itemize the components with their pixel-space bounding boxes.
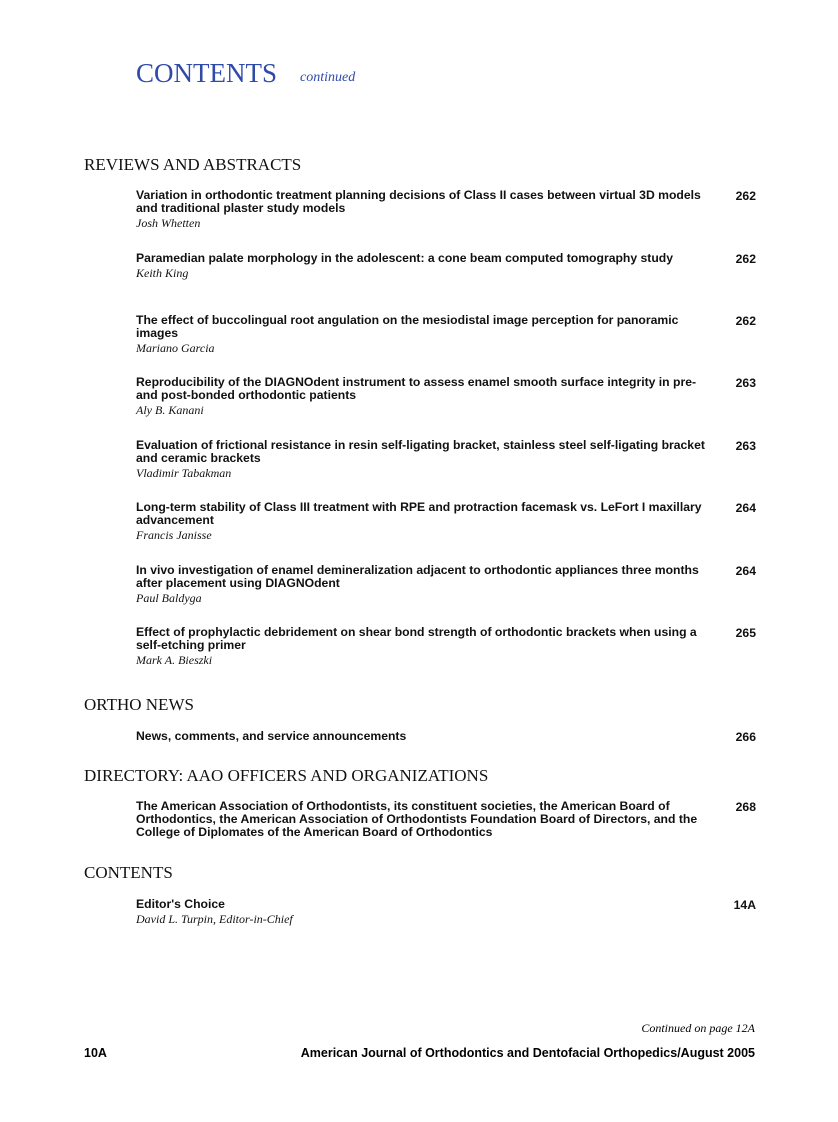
entry-page-number: 263	[735, 376, 756, 390]
entry-title: Reproducibility of the DIAGNOdent instrument to assess enamel smooth surface integrity in pre- and post-bonded orthodontic patients	[136, 375, 697, 402]
entry-page-number: 266	[735, 730, 756, 744]
section-heading: REVIEWS AND ABSTRACTS	[84, 155, 302, 174]
toc-entry[interactable]	[136, 800, 756, 839]
entry-author: Paul Baldyga	[136, 591, 202, 605]
toc-entry[interactable]	[136, 376, 756, 418]
entry-author: Mark A. Bieszki	[136, 653, 213, 667]
continued-note: Continued on page 12A	[641, 1021, 755, 1035]
entry-page-number: 263	[735, 439, 756, 453]
entry-title: Evaluation of frictional resistance in resin self-ligating bracket, stainless steel self-ligating bracket and ceramic brackets	[136, 438, 705, 465]
entry-title: Editor's Choice	[136, 897, 225, 911]
toc-entry[interactable]	[136, 730, 756, 743]
entry-author: Keith King	[136, 266, 189, 280]
section-heading: DIRECTORY: AAO OFFICERS AND ORGANIZATIONS	[84, 766, 489, 785]
toc-entry[interactable]	[136, 626, 756, 668]
entry-page-number: 265	[735, 626, 756, 640]
toc-entry[interactable]	[136, 439, 756, 481]
page-title: CONTENTS	[136, 58, 277, 88]
entry-author: Josh Whetten	[136, 216, 201, 230]
entry-page-number: 262	[735, 314, 756, 328]
entry-title: The effect of buccolingual root angulation on the mesiodistal image perception for panoramic images	[136, 313, 679, 340]
entry-title: Variation in orthodontic treatment planning decisions of Class II cases between virtual 3D models and traditional plaster study models	[136, 188, 701, 215]
entry-author: Mariano Garcia	[136, 341, 215, 355]
entry-page-number: 262	[735, 189, 756, 203]
entry-author: Vladimir Tabakman	[136, 466, 232, 480]
entry-title: The American Association of Orthodontists, its constituent societies, the American Board of Orthodontics, the American Association of Orthodontists Foundation Board of Directors, and the College of Diplomates of the American Board of Orthodontics	[136, 799, 698, 839]
section-heading: CONTENTS	[84, 863, 173, 882]
entry-author: Francis Janisse	[136, 528, 212, 542]
journal-name: American Journal of Orthodontics and Dentofacial Orthopedics/August 2005	[300, 1046, 755, 1060]
toc-entry[interactable]	[136, 189, 756, 231]
folio: 10A	[84, 1046, 107, 1060]
section-heading: ORTHO NEWS	[84, 695, 194, 714]
entry-page-number: 264	[735, 564, 756, 578]
toc-entry[interactable]	[136, 252, 756, 281]
toc-entry[interactable]	[136, 564, 756, 606]
entry-page-number: 262	[735, 252, 756, 266]
entry-author: Aly B. Kanani	[136, 403, 204, 417]
toc-entry[interactable]	[136, 501, 756, 543]
entry-title: Long-term stability of Class III treatment with RPE and protraction facemask vs. LeFort I maxillary advancement	[136, 500, 702, 527]
entry-page-number: 14A	[733, 898, 756, 912]
entry-page-number: 268	[735, 800, 756, 814]
entry-title: Paramedian palate morphology in the adolescent: a cone beam computed tomography study	[136, 251, 674, 265]
entry-page-number: 264	[735, 501, 756, 515]
toc-entry[interactable]	[136, 898, 756, 927]
entry-title: In vivo investigation of enamel demineralization adjacent to orthodontic appliances three months after placement using DIAGNOdent	[136, 563, 699, 590]
entry-author: David L. Turpin, Editor-in-Chief	[136, 912, 293, 926]
entry-title: News, comments, and service announcements	[136, 729, 407, 743]
page-subtitle: continued	[300, 70, 356, 85]
toc-entry[interactable]	[136, 314, 756, 356]
entry-title: Effect of prophylactic debridement on shear bond strength of orthodontic brackets when using a self-etching primer	[136, 625, 697, 652]
